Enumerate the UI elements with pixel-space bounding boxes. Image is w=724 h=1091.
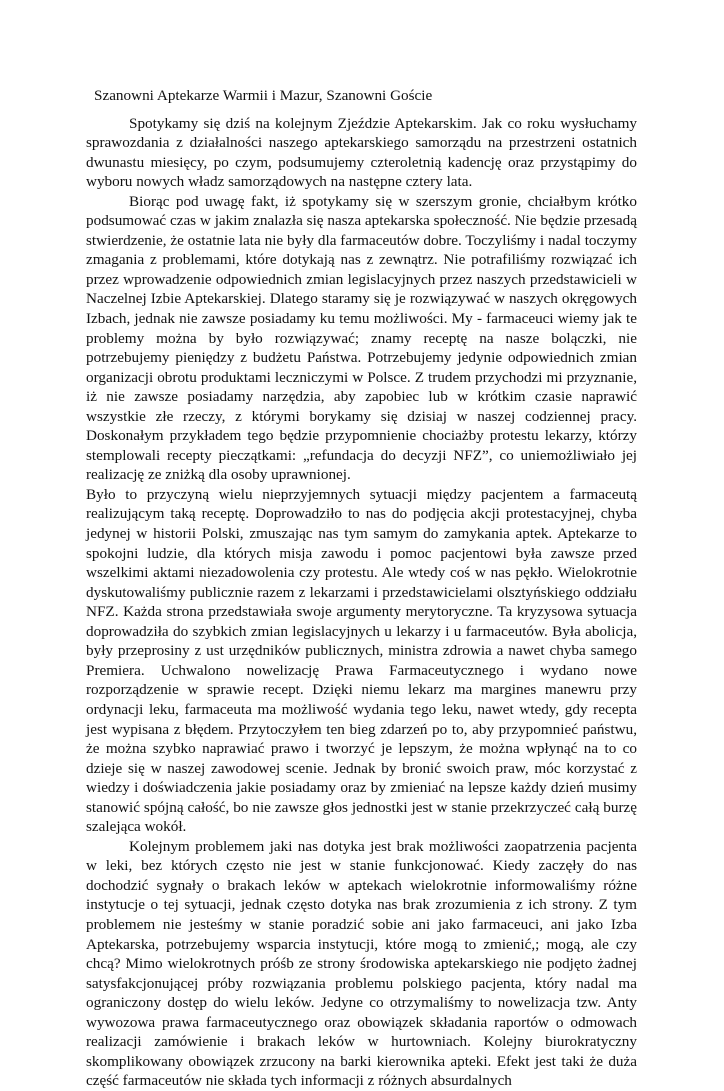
paragraph-2: Biorąc pod uwagę fakt, iż spotykamy się w szerszym gronie, chciałbym krótko podsumować czas w jakim znalazła się nasza aptekarska społeczność. Nie będzie przesadą stwierdzenie, że ostatnie lata nie były dla farmaceutów dobre. Toczyliśmy i nadal toczymy zmagania z problemami, które dotykają nas z zewnątrz. Nie potrafiliśmy rozwiązać ich przez wprowadzenie odpowiednich zmian legislacyjnych przez naszych przedstawicieli w Naczelnej Izbie Aptekarskiej. Dlatego staramy się je rozwiązywać w naszych okręgowych Izbach, jednak nie zawsze posiadamy ku temu możliwości. My - farmaceuci wiemy jak te problemy można by było rozwiązywać; znamy receptę na nasze bolączki, nie potrzebujemy pieniędzy z budżetu Państwa. Potrzebujemy jedynie odpowiednich zmian organizacji obrotu produktami leczniczymi w Polsce. Z trudem przychodzi mi przyznanie, iż nie zawsze posiadamy narzędzia, aby zapobiec lub w krótkim czasie naprawić wszystkie złe rzeczy, z którymi borykamy się dzisiaj w naszej codziennej pracy. Doskonałym przykładem tego będzie przypomnienie chociażby protestu lekarzy, którzy stemplowali recepty pieczątkami: „refundacja do decyzji NFZ”, co uniemożliwiało jej realizację ze zniżką dla osoby uprawnionej.: [86, 192, 637, 484]
paragraph-1: Spotykamy się dziś na kolejnym Zjeździe Aptekarskim. Jak co roku wysłuchamy sprawozdania z działalności naszego aptekarskiego samorządu na przestrzeni ostatnich dwunastu miesięcy, po czym, podsumujemy czteroletnią kadencję oraz przystąpimy do wyboru nowych władz samorządowych na następne cztery lata.: [86, 114, 637, 191]
paragraph-4: Kolejnym problemem jaki nas dotyka jest brak możliwości zaopatrzenia pacjenta w leki, bez których często nie jest w stanie funkcjonować. Kiedy zaczęły do nas dochodzić sygnały o brakach leków w aptekach wielokrotnie informowaliśmy różne instytucje o tej sytuacji, jednak często dotyka nas brak zrozumienia z ich strony. Z tym problemem nie jesteśmy w stanie poradzić sobie ani jako farmaceuci, ani jako Izba Aptekarska, potrzebujemy wsparcia instytucji, które mogą to zmienić,; mogą, ale czy chcą? Mimo wielokrotnych próśb ze strony środowiska aptekarskiego nie podjęto żadnej satysfakcjonującej próby rozwiązania problemu polskiego pacjenta, który nadal ma ograniczony dostęp do wielu leków. Jedyne co otrzymaliśmy to nowelizacja tzw. Anty wywozowa prawa farmaceutycznego oraz obowiązek składania raportów o odmowach realizacji zamówienie i brakach leków w hurtowniach. Kolejny biurokratyczny skomplikowany obowiązek zrzucony na barki kierownika apteki. Efekt jest taki że duża część farmaceutów nie składa tych informacji z różnych absurdalnych: [86, 837, 637, 1090]
salutation: Szanowni Aptekarze Warmii i Mazur, Szanowni Goście: [94, 87, 433, 104]
document-body: [86, 86, 637, 1091]
paragraph-3: Było to przyczyną wielu nieprzyjemnych sytuacji między pacjentem a farmaceutą realizującym taką receptę. Doprowadziło to nas do podjęcia akcji protestacyjnej, chyba jedynej w historii Polski, zmuszając nas tym samym do zamykania aptek. Aptekarze to spokojni ludzie, dla których misja zawodu i pomoc pacjentowi była zawsze przed wszelkimi aktami niezadowolenia czy protestu. Ale wtedy coś w nas pękło. Wielokrotnie dyskutowaliśmy publicznie razem z lekarzami i przedstawicielami olsztyńskiego oddziału NFZ. Każda strona przedstawiała swoje argumenty merytoryczne. Ta kryzysowa sytuacja doprowadziła do szybkich zmian legislacyjnych u lekarzy i u farmaceutów. Była abolicja, były przeprosiny z ust urzędników publicznych, ministra zdrowia a nawet chyba samego Premiera. Uchwalono nowelizację Prawa Farmaceutycznego i wydano nowe rozporządzenie w sprawie recept. Dzięki niemu lekarz ma margines manewru przy ordynacji leku, farmaceuta ma możliwość wydania tego leku, nawet wtedy, gdy recepta jest wypisana z błędem. Przytoczyłem ten bieg zdarzeń po to, aby przypomnieć państwu, że można szybko naprawiać prawo i tworzyć je lepszym, że można wpłynąć na to co dzieje się w naszej zawodowej scenie. Jednak by bronić swoich praw, móc korzystać z wiedzy i doświadczenia jakie posiadamy oraz by zmieniać na lepsze każdy dzień musimy stanowić spójną całość, bo nie zawsze głos jednostki jest w stanie przekrzyczeć całą burzę szalejąca wokół.: [86, 485, 637, 836]
